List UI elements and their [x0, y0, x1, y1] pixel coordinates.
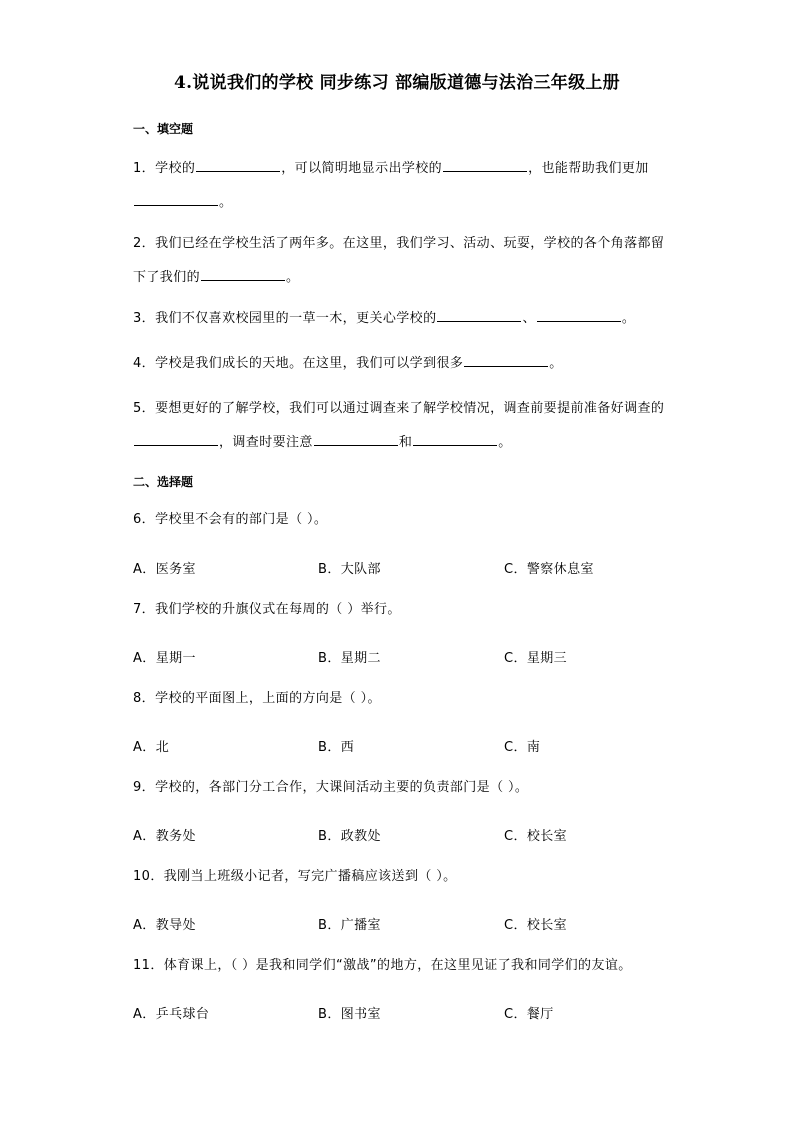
q3-blank-2[interactable]	[537, 309, 621, 322]
q11-option-a[interactable]: A．乒乓球台	[133, 1007, 210, 1022]
choice-question-9: 9．学校的，各部门分工合作，大课间活动主要的负责部门是（ ）。	[133, 780, 529, 795]
q1-text-3: ，也能帮助我们更加	[528, 161, 649, 176]
q1-text-2: ，可以简明地显示出学校的	[281, 161, 443, 176]
q5-blank-1[interactable]	[134, 433, 218, 446]
q1-blank-2[interactable]	[443, 159, 527, 172]
q7-option-a[interactable]: A．星期一	[133, 651, 196, 666]
choice-question-6: 6．学校里不会有的部门是（ ）。	[133, 512, 328, 527]
q10-option-c[interactable]: C．校长室	[504, 918, 568, 933]
q2-text-2: 。	[286, 270, 300, 285]
q6-option-b[interactable]: B．大队部	[318, 562, 381, 577]
q3-blank-1[interactable]	[437, 309, 521, 322]
q11-option-c[interactable]: C．餐厅	[504, 1007, 554, 1022]
q6-option-c[interactable]: C．警察休息室	[504, 562, 594, 577]
choice-question-11: 11．体育课上，（ ）是我和同学们“激战”的地方，在这里见证了我和同学们的友谊。	[133, 958, 632, 973]
q8-option-b[interactable]: B．西	[318, 740, 355, 755]
choice-question-10: 10．我刚当上班级小记者，写完广播稿应该送到（ ）。	[133, 869, 457, 884]
fill-question-4	[133, 347, 668, 381]
q5-blank-3[interactable]	[413, 433, 497, 446]
q3-text-1: 3．我们不仅喜欢校园里的一草一木，更关心学校的	[133, 311, 437, 326]
fill-question-1	[133, 152, 668, 220]
q4-text-2: 。	[549, 356, 563, 371]
q4-blank-1[interactable]	[464, 354, 548, 367]
q6-option-a[interactable]: A．医务室	[133, 562, 196, 577]
q9-option-b[interactable]: B．政教处	[318, 829, 381, 844]
q2-blank-1[interactable]	[201, 268, 285, 281]
q7-option-b[interactable]: B．星期二	[318, 651, 381, 666]
q5-text-4: 。	[498, 435, 512, 450]
q1-blank-3[interactable]	[134, 193, 218, 206]
q1-text-1: 1．学校的	[133, 161, 196, 176]
q10-option-a[interactable]: A．教导处	[133, 918, 196, 933]
section-choice-heading: 二、选择题	[133, 475, 194, 489]
choice-question-7: 7．我们学校的升旗仪式在每周的（ ）举行。	[133, 602, 401, 617]
q3-text-3: 。	[621, 311, 636, 326]
q3-text-2: 、	[522, 311, 536, 326]
fill-question-5	[133, 392, 668, 460]
q5-blank-2[interactable]	[314, 433, 398, 446]
q5-text-3: 和	[398, 435, 413, 450]
page-title: 4.说说我们的学校 同步练习 部编版道德与法治三年级上册	[174, 73, 620, 93]
q5-text-2: ，调查时要注意	[219, 435, 313, 450]
q8-option-c[interactable]: C．南	[504, 740, 541, 755]
q11-option-b[interactable]: B．图书室	[318, 1007, 381, 1022]
q9-option-a[interactable]: A．教务处	[133, 829, 196, 844]
q7-option-c[interactable]: C．星期三	[504, 651, 568, 666]
q2-text-1: 2．我们已经在学校生活了两年多。在这里，我们学习、活动、玩耍，学校的各个角落都留下了我们的	[133, 236, 665, 285]
q10-option-b[interactable]: B．广播室	[318, 918, 381, 933]
q1-blank-1[interactable]	[196, 159, 280, 172]
q8-option-a[interactable]: A．北	[133, 740, 170, 755]
fill-question-3	[133, 302, 668, 336]
q9-option-c[interactable]: C．校长室	[504, 829, 568, 844]
choice-question-8: 8．学校的平面图上，上面的方向是（ ）。	[133, 691, 381, 706]
q4-text-1: 4．学校是我们成长的天地。在这里，我们可以学到很多	[133, 356, 464, 371]
section-fill-heading: 一、填空题	[133, 122, 194, 136]
q5-text-1: 5．要想更好的了解学校，我们可以通过调查来了解学校情况，调查前要提前准备好调查的	[133, 401, 665, 416]
q1-text-4: 。	[219, 195, 233, 210]
fill-question-2	[133, 227, 668, 295]
